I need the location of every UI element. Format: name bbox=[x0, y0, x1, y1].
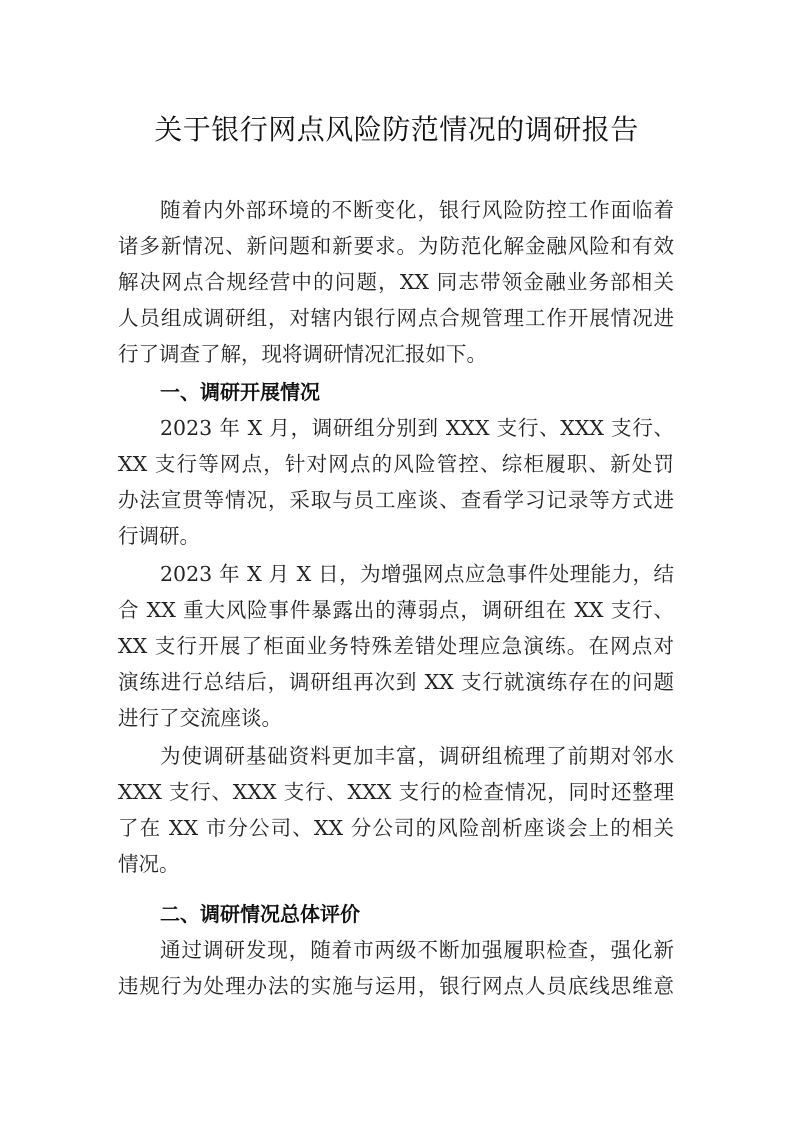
paragraph-line: 合 XX 重大风险事件暴露出的薄弱点，调研组在 XX 支行、 bbox=[118, 598, 674, 622]
section-heading: 一、调研开展情况 bbox=[160, 380, 320, 404]
paragraph-line: XXX 支行、XXX 支行、XXX 支行的检查情况，同时还整理 bbox=[118, 780, 674, 804]
paragraph-line: XX 支行开展了柜面业务特殊差错处理应急演练。在网点对 bbox=[118, 634, 674, 658]
paragraph-line: 诸多新情况、新问题和新要求。为防范化解金融风险和有效 bbox=[118, 234, 674, 258]
paragraph-line: XX 支行等网点，针对网点的风险管控、综柜履职、新处罚 bbox=[118, 452, 674, 476]
paragraph-line: 违规行为处理办法的实施与运用，银行网点人员底线思维意 bbox=[118, 974, 674, 998]
paragraph-line: 进行了交流座谈。 bbox=[118, 706, 282, 730]
paragraph-line: 行调研。 bbox=[118, 524, 200, 548]
paragraph-line: 为使调研基础资料更加丰富，调研组梳理了前期对邻水 bbox=[160, 744, 674, 768]
paragraph-line: 行了调查了解，现将调研情况汇报如下。 bbox=[118, 342, 487, 366]
paragraph-line: 2023 年 X 月 X 日，为增强网点应急事件处理能力，结 bbox=[160, 562, 674, 586]
paragraph-line: 人员组成调研组，对辖内银行网点合规管理工作开展情况进 bbox=[118, 306, 674, 330]
section-heading: 二、调研情况总体评价 bbox=[160, 902, 360, 926]
paragraph-line: 了在 XX 市分公司、XX 分公司的风险剖析座谈会上的相关 bbox=[118, 816, 674, 840]
paragraph-line: 办法宣贯等情况，采取与员工座谈、查看学习记录等方式进 bbox=[118, 488, 674, 512]
paragraph-line: 演练进行总结后，调研组再次到 XX 支行就演练存在的问题 bbox=[118, 670, 674, 694]
paragraph-line: 情况。 bbox=[118, 852, 180, 876]
paragraph-line: 2023 年 X 月，调研组分别到 XXX 支行、XXX 支行、 bbox=[160, 416, 674, 440]
paragraph-line: 通过调研发现，随着市两级不断加强履职检查，强化新 bbox=[160, 938, 674, 962]
paragraph-line: 解决网点合规经营中的问题，XX 同志带领金融业务部相关 bbox=[118, 270, 674, 294]
paragraph-line: 随着内外部环境的不断变化，银行风险防控工作面临着 bbox=[160, 198, 674, 222]
document-title: 关于银行网点风险防范情况的调研报告 bbox=[154, 113, 639, 146]
